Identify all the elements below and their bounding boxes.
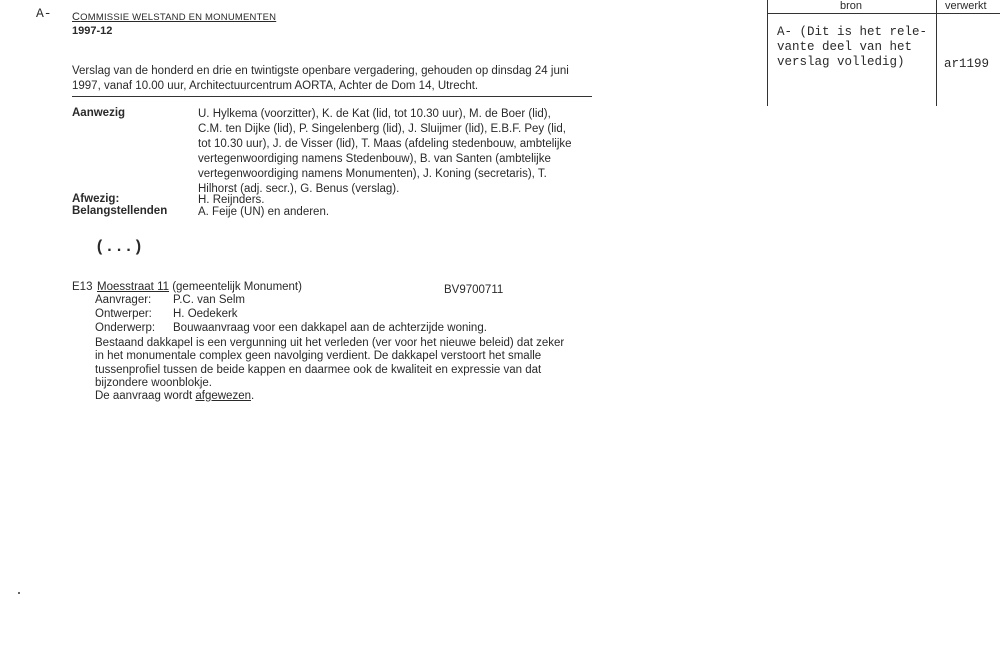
present-line-4: vertegenwoordiging namens Stedenbouw), B. van Santen (ambtelijke: [198, 153, 551, 165]
decision-prefix: De aanvraag wordt: [95, 390, 196, 402]
margin-mark: A-: [36, 6, 52, 21]
present-line-6: Hilhorst (adj. secr.), G. Benus (verslag).: [198, 183, 400, 195]
body-line-3: tussenprofiel tussen de beide kappen en daarmee ook de kwaliteit en expressie van dat: [95, 364, 542, 376]
field-value-aanvrager: P.C. van Selm: [173, 294, 246, 306]
item-reference: BV9700711: [444, 284, 504, 296]
header-year: 1997-12: [72, 25, 113, 37]
field-value-ontwerper: H. Oedekerk: [173, 308, 238, 320]
header-org-initial: C: [72, 11, 81, 23]
interested-value: A. Feije (UN) en anderen.: [198, 206, 330, 218]
table-left-border: [767, 0, 768, 106]
source-line-3: verslag volledig): [777, 55, 905, 69]
present-label: Aanwezig: [72, 107, 126, 119]
header-organization: [72, 11, 276, 23]
decision-suffix: .: [251, 390, 255, 402]
present-line-5: vertegenwoordiging namens Monumenten), J. Koning (secretaris), T.: [198, 168, 547, 180]
scan-speck: [18, 592, 20, 594]
processed-value: ar1199: [944, 57, 990, 71]
column-header-source: bron: [840, 0, 863, 12]
section-divider: [72, 96, 592, 97]
column-header-processed: verwerkt: [945, 0, 987, 12]
body-line-4: bijzondere woonblokje.: [95, 377, 212, 389]
field-value-onderwerp: Bouwaanvraag voor een dakkapel aan de achterzijde woning.: [173, 322, 487, 334]
absent-value: H. Reijnders.: [198, 194, 265, 206]
table-column-divider: [936, 0, 937, 106]
decision-word: afgewezen: [195, 390, 251, 402]
item-street-suffix: (gemeentelijk Monument): [169, 281, 302, 293]
field-label-ontwerper: Ontwerper:: [95, 308, 152, 320]
body-line-1: Bestaand dakkapel is een vergunning uit het verleden (ver voor het nieuwe beleid) dat zeker: [95, 337, 565, 349]
absent-label: Afwezig:: [72, 193, 120, 205]
item-title: [97, 281, 302, 293]
present-line-1: U. Hylkema (voorzitter), K. de Kat (lid, tot 10.30 uur), M. de Boer (lid),: [198, 108, 551, 120]
item-street: Moesstraat 11: [97, 281, 170, 293]
intro-line-2: 1997, vanaf 10.00 uur, Architectuurcentrum AORTA, Achter de Dom 14, Utrecht.: [72, 80, 479, 92]
source-line-2: vante deel van het: [777, 40, 913, 54]
omission-ellipsis: (...): [95, 238, 144, 256]
item-code: E13: [72, 281, 93, 293]
interested-label: Belangstellenden: [72, 205, 168, 217]
header-org-rest: OMMISSIE WELSTAND EN MONUMENTEN: [80, 12, 277, 23]
present-line-2: C.M. ten Dijke (lid), P. Singelenberg (lid), J. Sluijmer (lid), E.B.F. Pey (lid,: [198, 123, 566, 135]
body-line-2: in het monumentale complex geen navolging verdient. De dakkapel verstoort het smalle: [95, 350, 542, 362]
source-line-1: A- (Dit is het rele-: [777, 25, 928, 39]
decision: [95, 390, 254, 402]
table-header-rule: [767, 13, 1000, 14]
field-label-onderwerp: Onderwerp:: [95, 322, 156, 334]
intro-line-1: Verslag van de honderd en drie en twintigste openbare vergadering, gehouden op dinsdag 24 juni: [72, 65, 569, 77]
present-line-3: tot 10.30 uur), J. de Visser (lid), T. Maas (afdeling stedenbouw, ambtelijke: [198, 138, 572, 150]
field-label-aanvrager: Aanvrager:: [95, 294, 152, 306]
